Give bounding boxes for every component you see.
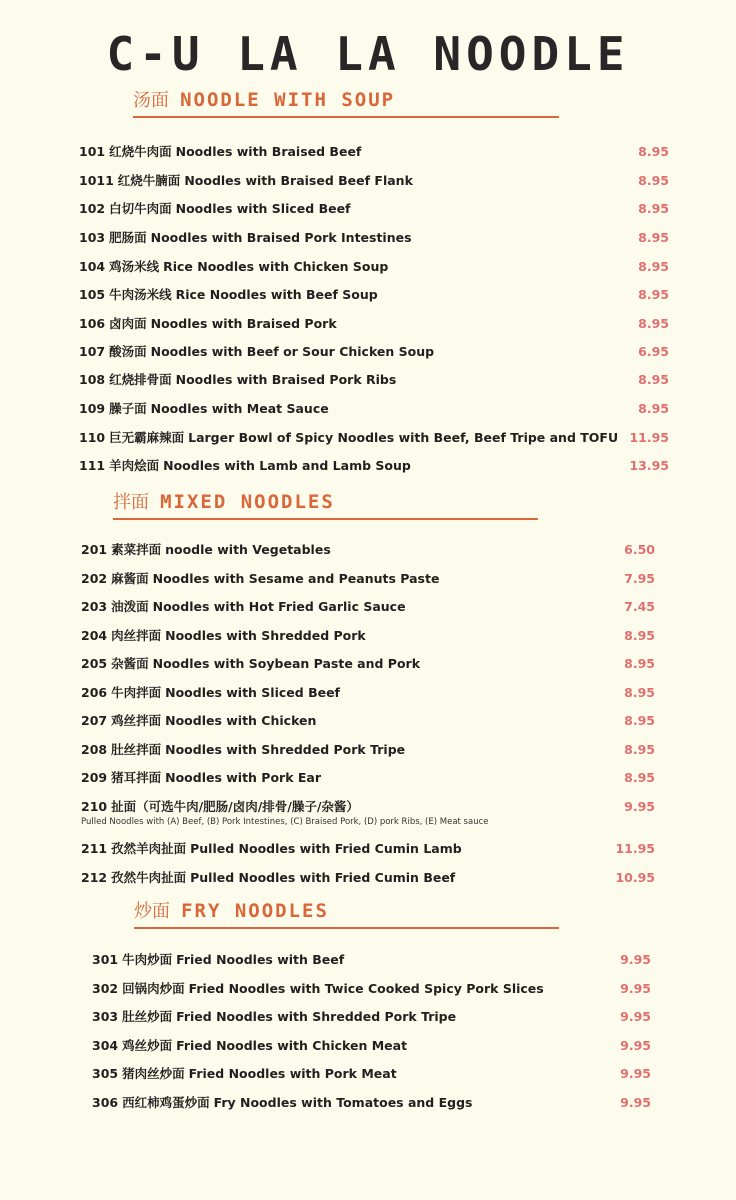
item-price: 8.95 <box>638 201 669 216</box>
restaurant-title: C-U LA LA NOODLE <box>106 27 630 81</box>
item-number: 211 <box>81 841 108 856</box>
item-price: 8.95 <box>638 401 669 416</box>
section-title-cn: 炒面 <box>134 901 170 922</box>
item-number: 304 <box>92 1038 119 1053</box>
item-number: 203 <box>81 599 108 614</box>
item-name-cn: 酸汤面 <box>109 344 147 359</box>
menu-item <box>81 685 340 701</box>
item-name-en: Larger Bowl of Spicy Noodles with Beef, Beef Tripe and TOFU <box>188 430 619 445</box>
item-number: 108 <box>79 372 106 387</box>
item-name-en: Noodles with Sliced Beef <box>175 201 351 216</box>
item-name-en: Noodles with Beef or Sour Chicken Soup <box>150 344 435 359</box>
menu-item <box>79 401 329 417</box>
item-price: 8.95 <box>624 770 655 785</box>
item-name-en: Noodles with Sliced Beef <box>165 685 340 700</box>
item-number: 102 <box>79 201 106 216</box>
item-name-en: Fried Noodles with Chicken Meat <box>176 1038 408 1053</box>
item-name-cn: 肚丝拌面 <box>111 742 162 757</box>
item-number: 103 <box>79 230 106 245</box>
item-number: 208 <box>81 742 108 757</box>
item-name-cn: 红烧排骨面 <box>109 372 172 387</box>
item-name-en: Pulled Noodles with Fried Cumin Lamb <box>190 841 462 856</box>
item-name-cn: 猪肉丝炒面 <box>122 1066 185 1081</box>
section-noodle-with-soup <box>133 88 559 118</box>
item-price: 8.95 <box>638 144 669 159</box>
item-name-en: Noodles with Sesame and Peanuts Paste <box>152 571 440 586</box>
item-name-cn: 油泼面 <box>111 599 149 614</box>
item-price: 11.95 <box>615 841 655 856</box>
menu-item <box>92 952 344 968</box>
item-price: 9.95 <box>620 1066 651 1081</box>
item-name-cn: 孜然羊肉扯面 <box>111 841 187 856</box>
item-name-en: Noodles with Chicken <box>165 713 317 728</box>
item-name-cn: 扯面（可选牛肉/肥肠/卤肉/排骨/臊子/杂酱） <box>111 799 359 814</box>
item-price: 8.95 <box>638 230 669 245</box>
menu-item <box>81 628 366 644</box>
item-price: 10.95 <box>615 870 655 885</box>
item-number: 110 <box>79 430 106 445</box>
item-number: 111 <box>79 458 106 473</box>
item-name-en: Noodles with Soybean Paste and Pork <box>152 656 421 671</box>
menu-item <box>79 144 361 160</box>
menu-item <box>92 1095 472 1111</box>
item-name-cn: 鸡丝炒面 <box>122 1038 173 1053</box>
item-price: 8.95 <box>624 685 655 700</box>
item-name-en: Fry Noodles with Tomatoes and Eggs <box>213 1095 473 1110</box>
item-name-cn: 素菜拌面 <box>111 542 162 557</box>
menu-item <box>79 173 413 189</box>
item-price: 8.95 <box>624 713 655 728</box>
menu-item <box>79 430 618 446</box>
item-price: 8.95 <box>624 656 655 671</box>
item-number: 305 <box>92 1066 119 1081</box>
item-name-cn: 牛肉炒面 <box>122 952 173 967</box>
item-name-en: Fried Noodles with Beef <box>176 952 345 967</box>
item-price: 6.95 <box>638 344 669 359</box>
item-name-cn: 鸡丝拌面 <box>111 713 162 728</box>
item-number: 212 <box>81 870 108 885</box>
item-price: 9.95 <box>620 952 651 967</box>
item-price: 7.45 <box>624 599 655 614</box>
menu-item <box>81 770 321 786</box>
item-price: 8.95 <box>638 173 669 188</box>
menu-item <box>81 713 316 729</box>
item-name-cn: 巨无霸麻辣面 <box>109 430 185 445</box>
menu-item <box>92 1009 456 1025</box>
section-mixed-noodles <box>113 490 538 520</box>
section-title-cn: 汤面 <box>133 90 169 111</box>
item-name-en: Noodles with Shredded Pork <box>165 628 366 643</box>
item-name-en: Noodles with Braised Pork Ribs <box>175 372 397 387</box>
item-name-en: Noodles with Braised Beef Flank <box>184 173 413 188</box>
menu-item <box>79 201 351 217</box>
item-price: 11.95 <box>629 430 669 445</box>
menu-item <box>79 230 412 246</box>
item-name-en: Noodles with Braised Beef <box>175 144 362 159</box>
item-name-en: Noodles with Lamb and Lamb Soup <box>163 458 411 473</box>
item-price: 8.95 <box>638 259 669 274</box>
section-header <box>113 490 538 520</box>
item-name-cn: 回锅肉炒面 <box>122 981 185 996</box>
item-name-cn: 鸡汤米线 <box>109 259 160 274</box>
item-number: 202 <box>81 571 108 586</box>
item-name-en: Rice Noodles with Chicken Soup <box>163 259 389 274</box>
item-number: 106 <box>79 316 106 331</box>
item-name-cn: 肥肠面 <box>109 230 147 245</box>
item-price: 7.95 <box>624 571 655 586</box>
menu-item <box>92 981 544 997</box>
menu-item <box>81 599 406 615</box>
item-name-cn: 麻酱面 <box>111 571 149 586</box>
item-number: 303 <box>92 1009 119 1024</box>
item-price: 8.95 <box>638 287 669 302</box>
item-number: 204 <box>81 628 108 643</box>
item-name-en: Noodles with Braised Pork <box>150 316 337 331</box>
menu-item <box>81 656 420 672</box>
item-price: 13.95 <box>629 458 669 473</box>
item-name-cn: 孜然牛肉扯面 <box>111 870 187 885</box>
section-header <box>133 88 559 118</box>
menu-item <box>79 344 434 360</box>
item-name-en: noodle with Vegetables <box>165 542 331 557</box>
item-name-cn: 西红柿鸡蛋炒面 <box>122 1095 210 1110</box>
item-price: 6.50 <box>624 542 655 557</box>
item-number: 210 <box>81 799 108 814</box>
item-name-en: Noodles with Meat Sauce <box>150 401 329 416</box>
item-name-cn: 红烧牛腩面 <box>117 173 181 188</box>
item-number: 105 <box>79 287 106 302</box>
menu-item <box>92 1066 397 1082</box>
item-number: 109 <box>79 401 106 416</box>
item-name-en: Rice Noodles with Beef Soup <box>175 287 378 302</box>
menu-item <box>81 742 405 758</box>
item-name-en: Fried Noodles with Shredded Pork Tripe <box>176 1009 457 1024</box>
item-number: 201 <box>81 542 108 557</box>
section-title-en: NOODLE WITH SOUP <box>180 89 396 111</box>
item-description: Pulled Noodles with (A) Beef, (B) Pork Intestines, (C) Braised Pork, (D) pork Ribs, (E) Meat sauce <box>81 817 489 827</box>
item-number: 306 <box>92 1095 119 1110</box>
item-number: 205 <box>81 656 108 671</box>
section-header <box>134 899 559 929</box>
item-name-en: Fried Noodles with Twice Cooked Spicy Pork Slices <box>188 981 544 996</box>
menu-item <box>92 1038 407 1054</box>
item-number: 209 <box>81 770 108 785</box>
item-name-cn: 杂酱面 <box>111 656 149 671</box>
section-title-en: FRY NOODLES <box>181 900 329 922</box>
item-number: 101 <box>79 144 106 159</box>
item-name-cn: 牛肉汤米线 <box>109 287 172 302</box>
item-number: 301 <box>92 952 119 967</box>
item-number: 1011 <box>79 173 114 188</box>
item-name-cn: 牛肉拌面 <box>111 685 162 700</box>
item-number: 207 <box>81 713 108 728</box>
menu-item <box>79 316 337 332</box>
menu-item <box>81 542 331 558</box>
item-number: 107 <box>79 344 106 359</box>
item-name-en: Noodles with Shredded Pork Tripe <box>165 742 406 757</box>
menu-item <box>79 458 411 474</box>
item-name-en: Noodles with Pork Ear <box>165 770 322 785</box>
section-title-en: MIXED NOODLES <box>160 491 335 513</box>
item-name-cn: 肚丝炒面 <box>122 1009 173 1024</box>
item-name-cn: 卤肉面 <box>109 316 147 331</box>
item-name-cn: 红烧牛肉面 <box>109 144 172 159</box>
menu-item <box>81 799 489 828</box>
item-name-en: Pulled Noodles with Fried Cumin Beef <box>190 870 456 885</box>
item-price: 8.95 <box>624 742 655 757</box>
item-number: 302 <box>92 981 119 996</box>
item-number: 206 <box>81 685 108 700</box>
menu-item <box>79 372 396 388</box>
section-fry-noodles <box>134 899 559 929</box>
item-name-en: Fried Noodles with Pork Meat <box>188 1066 397 1081</box>
item-name-cn: 羊肉烩面 <box>109 458 160 473</box>
menu-item <box>79 287 378 303</box>
menu-item <box>81 841 462 857</box>
item-price: 8.95 <box>638 372 669 387</box>
item-name-cn: 白切牛肉面 <box>109 201 172 216</box>
item-price: 8.95 <box>638 316 669 331</box>
item-name-cn: 肉丝拌面 <box>111 628 162 643</box>
item-name-en: Noodles with Braised Pork Intestines <box>150 230 412 245</box>
item-name-cn: 臊子面 <box>109 401 147 416</box>
item-name-cn: 猪耳拌面 <box>111 770 162 785</box>
menu-item <box>81 870 455 886</box>
item-name-en: Noodles with Hot Fried Garlic Sauce <box>152 599 406 614</box>
menu-item <box>79 259 388 275</box>
section-title-cn: 拌面 <box>113 492 149 513</box>
menu-item <box>81 571 439 587</box>
item-price: 9.95 <box>624 799 655 814</box>
item-price: 8.95 <box>624 628 655 643</box>
item-price: 9.95 <box>620 1009 651 1024</box>
item-number: 104 <box>79 259 106 274</box>
item-price: 9.95 <box>620 1095 651 1110</box>
item-price: 9.95 <box>620 1038 651 1053</box>
item-price: 9.95 <box>620 981 651 996</box>
